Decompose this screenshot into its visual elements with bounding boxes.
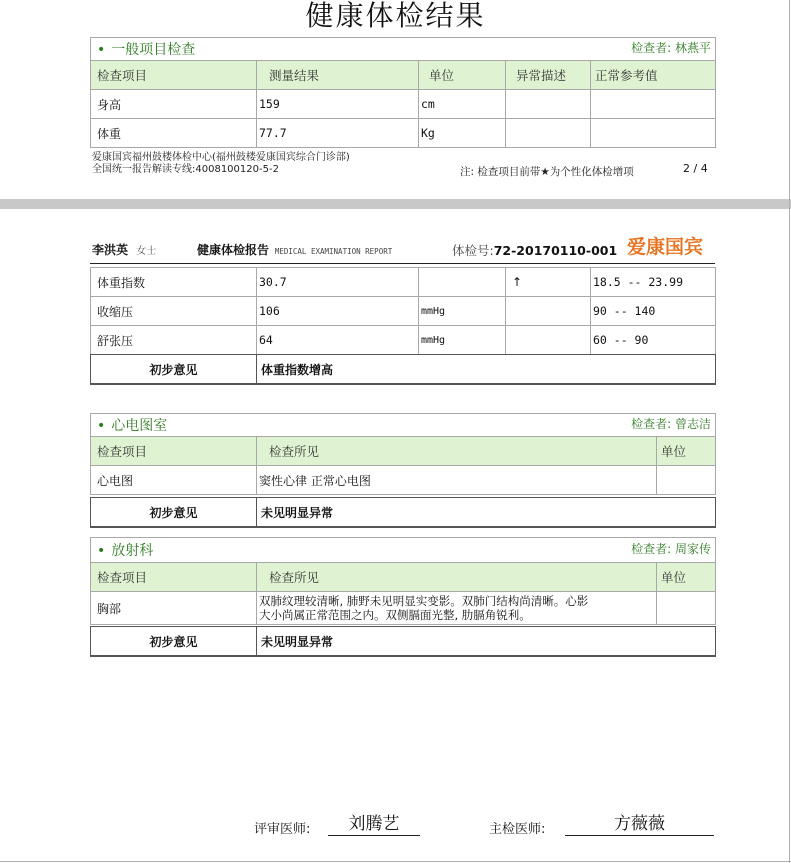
table-row xyxy=(91,90,716,119)
cell-unit: mmHg xyxy=(419,326,506,355)
opinion-radiology xyxy=(90,626,716,657)
cell-unit xyxy=(657,466,716,495)
page-edge-bottom xyxy=(0,861,791,862)
page-title: 健康体检结果 xyxy=(305,0,486,32)
col-header-finding: 检查所见 xyxy=(257,563,657,592)
checker-radiology: 检查者: 周家传 xyxy=(631,542,712,556)
col-header-result: 测量结果 xyxy=(257,61,419,90)
cell-abnormal xyxy=(506,90,591,119)
cell-ref: 90 -- 140 xyxy=(591,297,716,326)
section-header-ecg xyxy=(91,414,716,437)
opinion-label: 初步意见 xyxy=(91,627,257,657)
note-text: 注: 检查项目前带★为个性化体检增项 xyxy=(460,166,634,178)
bullet-icon: • xyxy=(97,418,106,434)
col-header-item: 检查项目 xyxy=(91,563,257,592)
checker-general: 检查者: 林燕平 xyxy=(631,41,712,55)
col-header-item: 检查项目 xyxy=(91,61,257,90)
cell-unit xyxy=(419,268,506,297)
col-header-finding: 检查所见 xyxy=(257,437,657,466)
opinion-ecg xyxy=(90,497,716,528)
cell-finding xyxy=(257,592,657,625)
page-number: 2 / 4 xyxy=(683,162,708,175)
header-rule xyxy=(90,263,715,264)
col-header-unit: 单位 xyxy=(419,61,506,90)
cell-ref: 18.5 -- 23.99 xyxy=(591,268,716,297)
cell-unit: cm xyxy=(419,90,506,119)
cell-item: 体重指数 xyxy=(91,268,257,297)
general-exam-table-continued xyxy=(90,267,716,355)
org-line-1: 爱康国宾福州鼓楼体检中心(福州鼓楼爱康国宾综合门诊部) xyxy=(92,152,350,163)
cell-unit: Kg xyxy=(419,119,506,148)
org-info xyxy=(92,152,350,176)
section-title-general: • 一般项目检查 xyxy=(97,42,196,58)
cell-result: 30.7 xyxy=(257,268,419,297)
section-title-ecg: • 心电图室 xyxy=(97,418,168,434)
cell-item: 身高 xyxy=(91,90,257,119)
reviewer-label: 评审医师: xyxy=(254,822,311,837)
cell-abnormal: ↑ xyxy=(506,268,591,297)
bullet-icon: • xyxy=(97,42,106,58)
report-title: 健康体检报告 MEDICAL EXAMINATION REPORT xyxy=(197,243,393,257)
opinion-text: 未见明显异常 xyxy=(257,627,716,657)
col-header-ref: 正常参考值 xyxy=(591,61,716,90)
col-header-unit: 单位 xyxy=(657,563,716,592)
table-header-row xyxy=(91,563,716,592)
cell-item: 体重 xyxy=(91,119,257,148)
exam-number: 体检号:72-20170110-001 xyxy=(452,243,618,258)
radiology-table xyxy=(90,537,716,625)
patient-title: 女士 xyxy=(136,246,157,257)
cell-ref xyxy=(591,90,716,119)
cell-ref xyxy=(591,119,716,148)
page-edge-right xyxy=(789,0,790,863)
table-row xyxy=(91,466,716,495)
cell-abnormal xyxy=(506,119,591,148)
patient-name: 李洪英 女士 xyxy=(92,243,157,257)
ecg-table xyxy=(90,413,716,495)
cell-result: 106 xyxy=(257,297,419,326)
section-header-radiology xyxy=(91,538,716,563)
finding-line-2: 大小尚属正常范围之内。双侧膈面光整, 肋膈角锐利。 xyxy=(259,608,531,622)
table-row xyxy=(91,592,716,625)
section-title-radiology: • 放射科 xyxy=(97,543,154,559)
chief-label: 主检医师: xyxy=(489,822,546,837)
cell-item: 胸部 xyxy=(91,592,257,625)
table-row xyxy=(91,268,716,297)
general-exam-table xyxy=(90,37,716,148)
table-row xyxy=(91,326,716,355)
org-line-2: 全国统一报告解读专线:4008100120-5-2 xyxy=(92,164,279,175)
cell-item: 收缩压 xyxy=(91,297,257,326)
chief-signature: 方薇薇 xyxy=(565,809,714,836)
checker-ecg: 检查者: 曾志洁 xyxy=(631,417,711,431)
cell-result: 77.7 xyxy=(257,119,419,148)
cell-finding: 窦性心律 正常心电图 xyxy=(257,466,657,495)
reviewer-signature: 刘腾艺 xyxy=(328,809,420,836)
col-header-abnormal: 异常描述 xyxy=(506,61,591,90)
section-header-general xyxy=(91,38,716,61)
cell-item: 舒张压 xyxy=(91,326,257,355)
table-header-row xyxy=(91,61,716,90)
cell-abnormal xyxy=(506,326,591,355)
cell-abnormal xyxy=(506,297,591,326)
cell-result: 64 xyxy=(257,326,419,355)
cell-result: 159 xyxy=(257,90,419,119)
opinion-text: 未见明显异常 xyxy=(257,498,716,528)
cell-item: 心电图 xyxy=(91,466,257,495)
table-row xyxy=(91,297,716,326)
cell-unit xyxy=(657,592,716,625)
cell-ref: 60 -- 90 xyxy=(591,326,716,355)
col-header-unit: 单位 xyxy=(657,437,716,466)
report-title-en: MEDICAL EXAMINATION REPORT xyxy=(274,247,393,256)
cell-unit: mmHg xyxy=(419,297,506,326)
table-header-row xyxy=(91,437,716,466)
opinion-label: 初步意见 xyxy=(91,498,257,528)
table-row xyxy=(91,119,716,148)
brand-logo: 爱康国宾 xyxy=(627,236,704,258)
opinion-text: 体重指数增高 xyxy=(257,355,716,385)
page-separator xyxy=(0,199,791,209)
opinion-general xyxy=(90,354,716,385)
col-header-item: 检查项目 xyxy=(91,437,257,466)
opinion-label: 初步意见 xyxy=(91,355,257,385)
bullet-icon: • xyxy=(97,543,106,559)
finding-line-1: 双肺纹理较清晰, 肺野未见明显实变影。双肺门结构尚清晰。心影 xyxy=(259,594,589,608)
